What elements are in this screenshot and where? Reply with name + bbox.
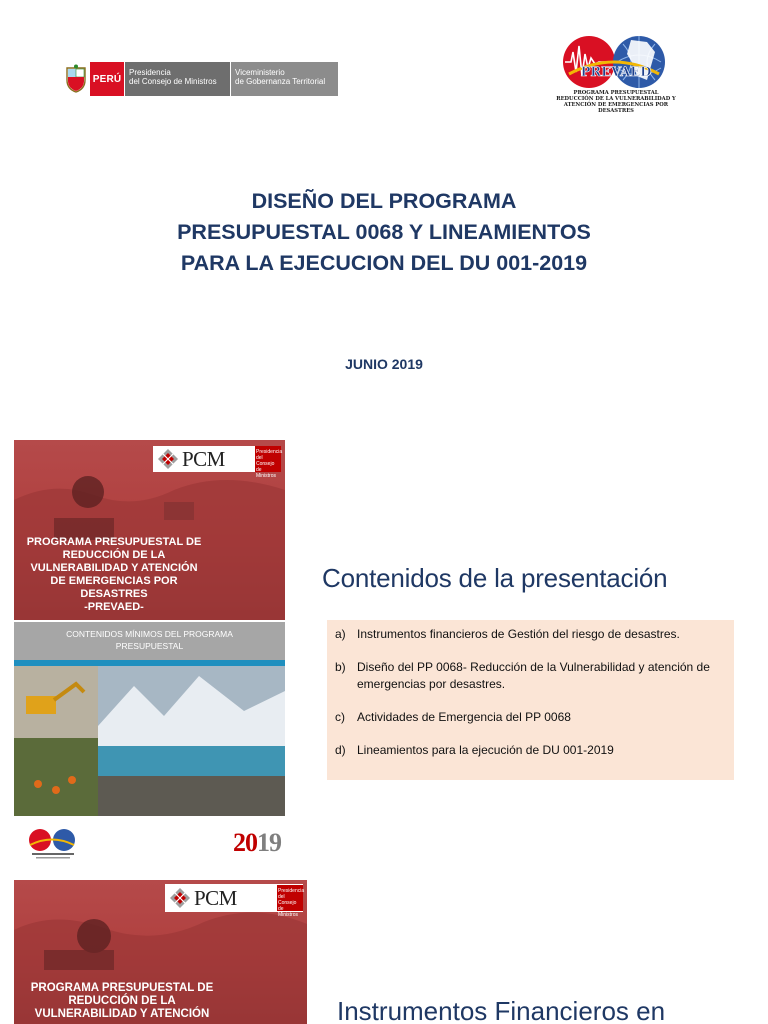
contents-item-label: b) xyxy=(335,660,346,674)
document-title xyxy=(100,186,668,279)
cover-pcm-text: PCM xyxy=(194,885,237,910)
contents-item xyxy=(335,659,724,693)
contents-item-text: Instrumentos financieros de Gestión del riesgo de desastres. xyxy=(357,627,680,641)
pcm-label xyxy=(124,62,230,96)
pcm-label-line2: del Consejo de Ministros xyxy=(129,77,217,86)
cover-pcm-logo xyxy=(153,446,283,479)
viceministry-label-line1: Viceministerio xyxy=(235,68,285,77)
prevaed-caption xyxy=(548,90,684,114)
cover-year-part1: 20 xyxy=(233,828,257,857)
viceministry-label-line2: de Gobernanza Territorial xyxy=(235,77,326,86)
cover-heading-line: REDUCCIÓN DE LA xyxy=(68,995,176,1007)
contents-item-text: Diseño del PP 0068- Reducción de la Vulnerabilidad y atención de emergencias por desastres. xyxy=(357,660,710,691)
contents-item xyxy=(335,626,724,643)
pcm-emblem-icon xyxy=(157,448,179,470)
viceministry-label xyxy=(230,62,338,96)
cover-image-second xyxy=(14,880,307,1024)
pcm-emblem-icon xyxy=(169,887,191,909)
cover-year-part2: 19 xyxy=(257,828,281,857)
cover-heading-line: DE EMERGENCIAS POR xyxy=(50,575,178,587)
cover-pcm-logo xyxy=(165,884,305,918)
cover-image xyxy=(14,440,285,820)
document-date: JUNIO 2019 xyxy=(345,356,423,372)
cover-footer xyxy=(14,822,285,864)
contents-item-text: Actividades de Emergencia del PP 0068 xyxy=(357,710,571,724)
title-line2: PRESUPUESTAL 0068 Y LINEAMIENTOS xyxy=(177,220,591,244)
contents-item xyxy=(335,709,724,726)
contents-item xyxy=(335,742,724,759)
cover-year xyxy=(233,828,281,858)
prevaed-caption-line1: PROGRAMA PRESUPUESTAL xyxy=(573,90,659,96)
contents-item-text: Lineamientos para la ejecución de DU 001-2019 xyxy=(357,743,614,757)
contents-list xyxy=(327,620,734,780)
prevaed-wordmark: PREVAED xyxy=(580,65,652,80)
cover-pcm-text: PCM xyxy=(182,446,225,471)
cover-heading xyxy=(14,536,214,614)
cover-heading-line: VULNERABILIDAD Y ATENCIÓN xyxy=(34,1008,210,1020)
prevaed-caption-line3: ATENCIÓN DE EMERGENCIAS POR DESASTRES xyxy=(563,102,669,114)
title-line3: PARA LA EJECUCION DEL DU 001-2019 xyxy=(180,251,588,275)
coat-of-arms-icon xyxy=(62,62,90,96)
cover-pcm-side-label: Presidencia del Consejo de Ministros xyxy=(277,885,303,911)
title-line1: DISEÑO DEL PROGRAMA xyxy=(251,189,517,213)
contents-item-label: d) xyxy=(335,743,346,757)
cover-heading-line: DESASTRES xyxy=(80,588,148,600)
prevaed-caption-line2: REDUCCIÓN DE LA VULNERABILIDAD Y xyxy=(556,96,676,102)
cover-photo-collage xyxy=(14,666,285,816)
cover-band-line2: PRESUPUESTAL xyxy=(115,641,184,651)
contents-title: Contenidos de la presentación xyxy=(322,563,668,593)
cover-pcm-side-label: Presidencia del Consejo de Ministros xyxy=(255,446,281,472)
cover-band-line1: CONTENIDOS MÍNIMOS DEL PROGRAMA xyxy=(66,629,233,639)
government-logo xyxy=(62,62,338,96)
cover-heading-line: -PREVAED- xyxy=(84,601,144,613)
contents-item-label: a) xyxy=(335,627,346,641)
pcm-label-line1: Presidencia xyxy=(129,68,171,77)
peru-label: PERÚ xyxy=(90,62,124,96)
cover-heading-line: REDUCCIÓN DE LA xyxy=(62,549,166,561)
cover-heading xyxy=(14,982,230,1021)
cover-subtitle-band xyxy=(14,622,285,660)
cover-heading-line: PROGRAMA PRESUPUESTAL DE xyxy=(30,982,214,994)
next-section-title: Instrumentos Financieros en xyxy=(337,996,666,1024)
cover-heading-line: VULNERABILIDAD Y ATENCIÓN xyxy=(30,562,198,574)
contents-item-label: c) xyxy=(335,710,345,724)
cover-prevaed-small-logo xyxy=(18,826,88,860)
cover-heading-line: PROGRAMA PRESUPUESTAL DE xyxy=(26,536,202,548)
